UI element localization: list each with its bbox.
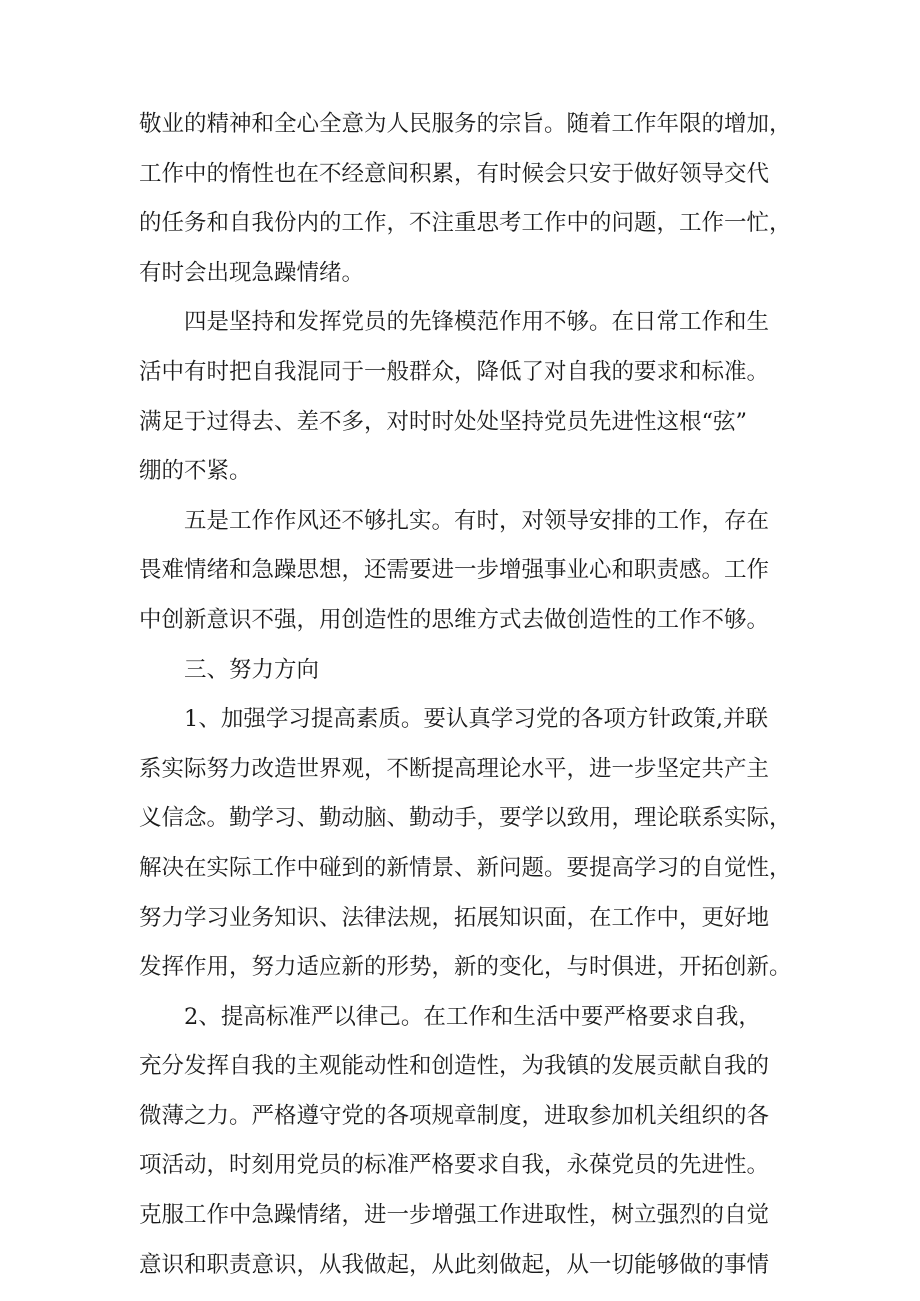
text-line: 工作中的惰性也在不经意间积累，有时候会只安于做好领导交代 <box>139 160 770 187</box>
text-line: 项活动，时刻用党员的标准严格要求自我，永葆党员的先进性。 <box>139 1152 770 1179</box>
paragraph-first-line: 四是坚持和发挥党员的先锋模范作用不够。在日常工作和生 <box>184 309 770 336</box>
text-line: 微薄之力。严格遵守党的各项规章制度，进取参加机关组织的各 <box>139 1102 770 1129</box>
paragraph-first-line: 五是工作作风还不够扎实。有时，对领导安排的工作，存在 <box>184 507 770 534</box>
text-line: 中创新意识不强，用创造性的思维方式去做创造性的工作不够。 <box>139 606 770 633</box>
text-line: 义信念。勤学习、勤动脑、勤动手，要学以致用，理论联系实际， <box>139 805 792 832</box>
text-line: 活中有时把自我混同于一般群众，降低了对自我的要求和标准。 <box>139 358 770 385</box>
text-line: 解决在实际工作中碰到的新情景、新问题。要提高学习的自觉性， <box>139 854 792 881</box>
text-line: 满足于过得去、差不多，对时时处处坚持党员先进性这根“弦” <box>139 408 748 435</box>
document-body <box>139 100 809 1290</box>
paragraph-first-line: 2、提高标准严以律己。在工作和生活中要严格要求自我， <box>184 1003 761 1030</box>
text-line: 发挥作用，努力适应新的形势，新的变化，与时俱进，开拓创新。 <box>139 954 792 981</box>
text-line: 畏难情绪和急躁思想，还需要进一步增强事业心和职责感。工作 <box>139 557 770 584</box>
text-line: 敬业的精神和全心全意为人民服务的宗旨。随着工作年限的增加， <box>139 111 792 137</box>
text-line: 绷的不紧。 <box>139 458 252 485</box>
text-line: 克服工作中急躁情绪，进一步增强工作进取性，树立强烈的自觉 <box>139 1202 770 1229</box>
text-line: 努力学习业务知识、法律法规，拓展知识面，在工作中，更好地 <box>139 904 770 931</box>
paragraph-first-line: 三、努力方向 <box>184 656 320 683</box>
text-line: 意识和职责意识，从我做起，从此刻做起，从一切能够做的事情 <box>139 1251 770 1278</box>
text-line: 充分发挥自我的主观能动性和创造性，为我镇的发展贡献自我的 <box>139 1053 770 1080</box>
text-line: 的任务和自我份内的工作，不注重思考工作中的问题，工作一忙， <box>139 210 792 237</box>
text-line: 系实际努力改造世界观，不断提高理论水平，进一步坚定共产主 <box>139 755 770 782</box>
paragraph-first-line: 1、加强学习提高素质。要认真学习党的各项方针政策,并联 <box>184 706 768 733</box>
text-line: 有时会出现急躁情绪。 <box>139 259 365 286</box>
